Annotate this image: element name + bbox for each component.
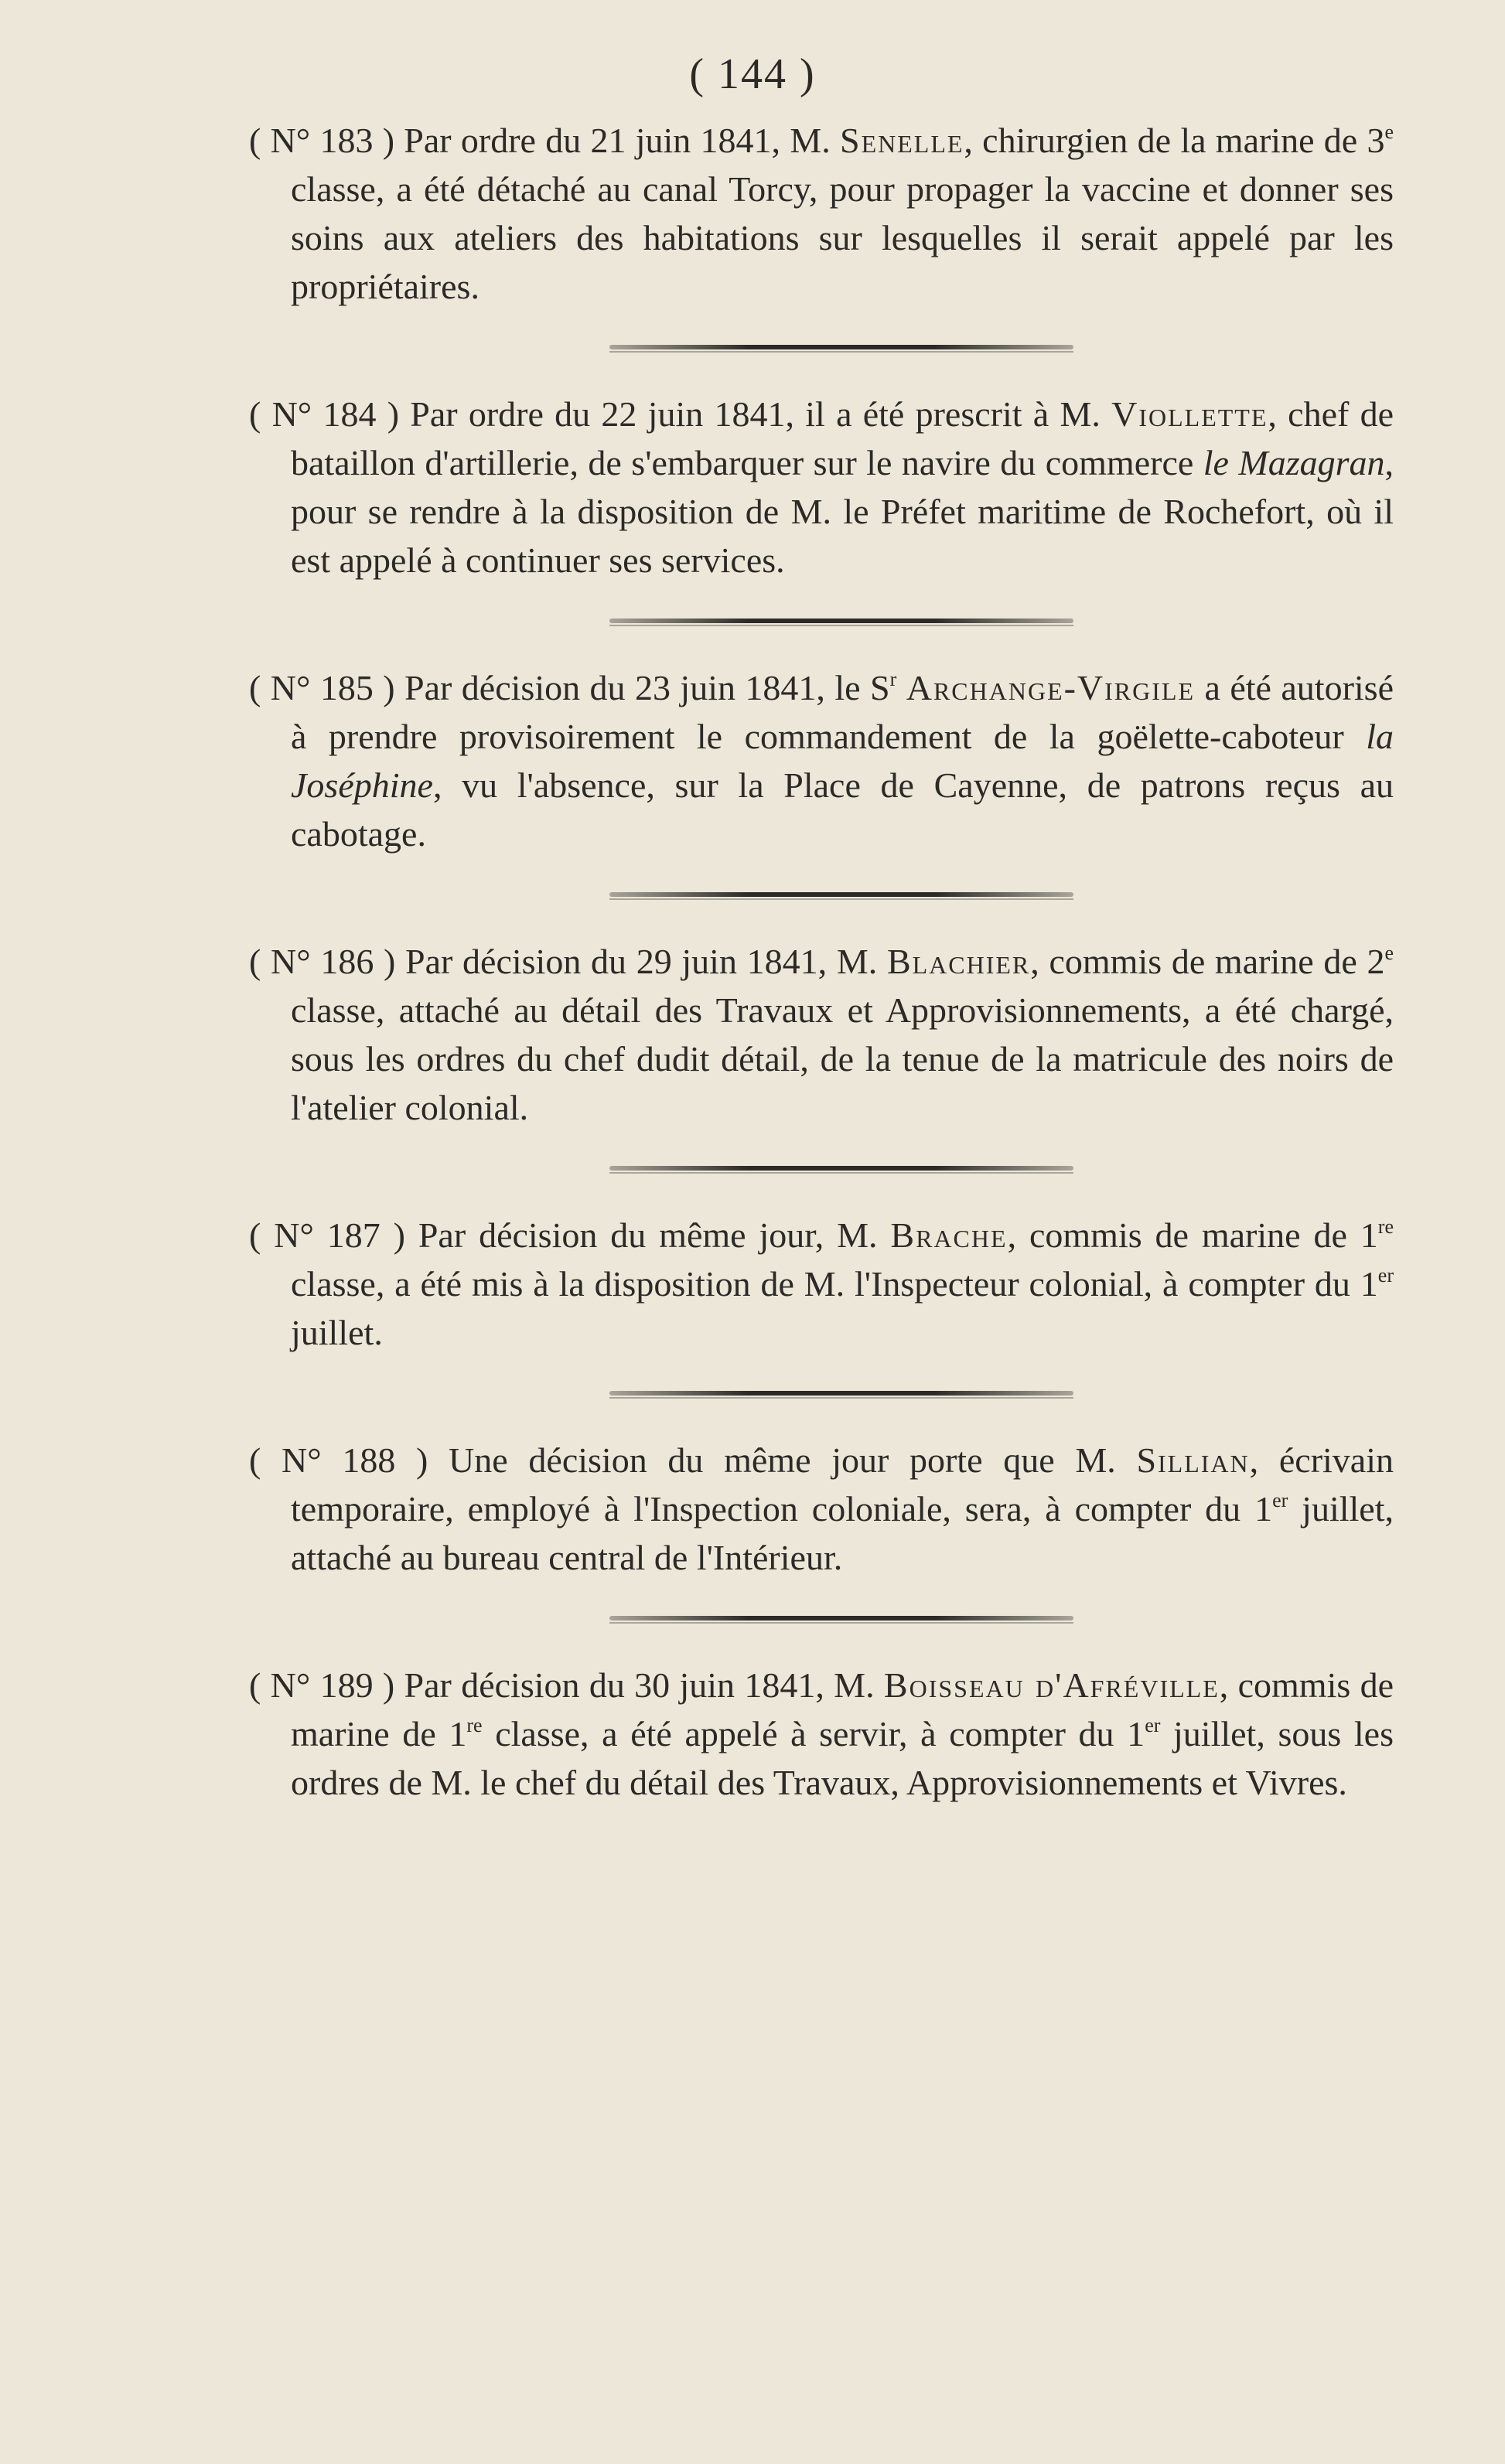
entry-paragraph (249, 1436, 1394, 1582)
entry-text: Par décision du 29 juin 1841, M. (395, 942, 887, 981)
entry-text: Une décision du même jour porte que M. (428, 1440, 1137, 1480)
entry-text: , chef de bataillon d'artillerie, de s'embarquer sur le navire du commerce (291, 394, 1394, 482)
ship-name: le Mazagran (1203, 443, 1385, 482)
entry-text: , écrivain temporaire, employé à l'Inspection coloniale, sera, à compter du 1 (291, 1440, 1394, 1528)
superscript: er (1272, 1489, 1288, 1511)
entry-number: ( N° 183 ) (249, 121, 395, 160)
entry-text: classe, attaché au détail des Travaux et Approvisionnements, a été chargé, sous les ordres du chef dudit détail, de la tenue de la matricule des noirs de l'atelier colonial. (291, 990, 1394, 1127)
superscript: er (1377, 1264, 1394, 1287)
ship-name: la Joséphine (291, 717, 1394, 805)
person-name: Senelle (839, 121, 964, 160)
entry-text: , pour se rendre à la disposition de M. le Préfet maritime de Rochefort, où il est appelé à continuer ses services. (291, 443, 1394, 580)
entry-text (896, 668, 906, 707)
entry-text: Par décision du 30 juin 1841, M. (394, 1665, 884, 1705)
entry-number: ( N° 187 ) (249, 1215, 405, 1255)
entry-text: Par ordre du 21 juin 1841, M. (394, 121, 840, 160)
entry-text: juillet. (291, 1313, 383, 1352)
entry-text: classe, a été mis à la disposition de M. l'Inspecteur colonial, à compter du 1 (291, 1264, 1378, 1304)
entry-paragraph (249, 937, 1394, 1132)
entry-number: ( N° 188 ) (249, 1440, 428, 1480)
person-name: Blachier (886, 942, 1031, 981)
superscript: er (1145, 1714, 1161, 1736)
entry-paragraph (249, 116, 1394, 311)
entry-number: ( N° 189 ) (249, 1665, 395, 1705)
entry-text: a été autorisé à prendre provisoirement le commandement de la goëlette-caboteur (291, 668, 1394, 756)
separator-rule (609, 892, 1073, 897)
entry-paragraph (249, 1211, 1394, 1357)
separator-rule (609, 1616, 1073, 1621)
entry-text: , vu l'absence, sur la Place de Cayenne, de patrons reçus au cabotage. (291, 765, 1394, 854)
separator-rule (609, 619, 1073, 623)
entry-text: juillet, sous les ordres de M. le chef du détail des Travaux, Approvisionnements et Vivres. (291, 1714, 1394, 1802)
superscript: r (889, 668, 897, 690)
superscript: e (1384, 942, 1394, 964)
page-number: ( 144 ) (689, 50, 816, 98)
entry-number: ( N° 184 ) (249, 394, 400, 434)
entry-text: Par décision du même jour, M. (404, 1215, 891, 1255)
person-name: Viollette (1111, 394, 1268, 434)
person-name: Brache (890, 1215, 1008, 1255)
entry-text: , commis de marine de 1 (1007, 1215, 1378, 1255)
separator-rule (609, 1391, 1073, 1396)
superscript: re (466, 1714, 483, 1736)
entry-text: , commis de marine de 1 (291, 1665, 1394, 1753)
person-name: Archange-Virgile (906, 668, 1196, 707)
person-name: Boisseau d'Afréville (883, 1665, 1220, 1705)
superscript: re (1377, 1215, 1394, 1238)
entry-paragraph (249, 390, 1394, 584)
superscript: e (1384, 121, 1394, 143)
entry-number: ( N° 186 ) (249, 942, 396, 981)
entries-list (249, 116, 1394, 1807)
entry-paragraph (249, 1661, 1394, 1807)
entry-text: classe, a été détaché au canal Torcy, pour propager la vaccine et donner ses soins aux ateliers des habitations sur lesquelles il serait appelé par les propriétaires. (291, 169, 1394, 306)
entry-text: , commis de marine de 2 (1030, 942, 1385, 981)
entry-number: ( N° 185 ) (249, 668, 395, 707)
entry-text: juillet, attaché au bureau central de l'Intérieur. (291, 1489, 1394, 1577)
entry-text: Par décision du 23 juin 1841, le S (394, 668, 890, 707)
person-name: Sillian (1136, 1440, 1250, 1480)
separator-rule (609, 1166, 1073, 1171)
entry-paragraph (249, 663, 1394, 858)
separator-rule (609, 345, 1073, 349)
entry-text: , chirurgien de la marine de 3 (964, 121, 1385, 160)
entry-text: classe, a été appelé à servir, à compter du 1 (482, 1714, 1145, 1753)
entry-text: Par ordre du 22 juin 1841, il a été prescrit à M. (399, 394, 1112, 434)
